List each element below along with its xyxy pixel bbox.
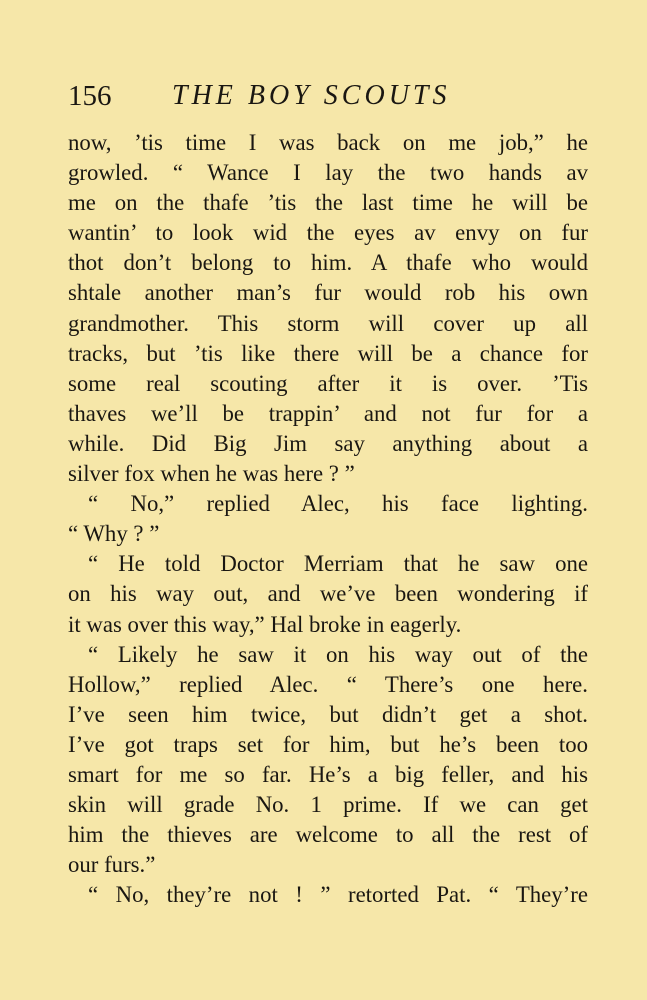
text-line: shtale another man’s fur would rob his own [68, 280, 588, 306]
text-line: wantin’ to look wid the eyes av envy on fur [68, 220, 588, 246]
text-line: grandmother. This storm will cover up all [68, 310, 588, 336]
text-line: I’ve got traps set for him, but he’s been too [68, 731, 588, 757]
text-line: I’ve seen him twice, but didn’t get a shot. [68, 701, 588, 727]
text-line: our furs.” [68, 852, 156, 878]
text-line: silver fox when he was here ? ” [68, 461, 355, 487]
text-line: some real scouting after it is over. ’Tis [68, 370, 588, 396]
text-line: “ No,” replied Alec, his face lighting. [88, 491, 588, 517]
text-line: while. Did Big Jim say anything about a [68, 430, 588, 456]
text-line: Hollow,” replied Alec. “ There’s one here. [68, 671, 588, 697]
text-line: growled. “ Wance I lay the two hands av [68, 160, 588, 186]
text-line: “ Why ? ” [68, 521, 160, 547]
text-line: it was over this way,” Hal broke in eagerly. [68, 611, 462, 637]
text-line: on his way out, and we’ve been wondering if [68, 581, 588, 607]
text-line: thot don’t belong to him. A thafe who would [68, 250, 588, 276]
text-line: “ Likely he saw it on his way out of the [88, 641, 588, 667]
text-line: skin will grade No. 1 prime. If we can get [68, 792, 588, 818]
text-line: thaves we’ll be trappin’ and not fur for a [68, 400, 588, 426]
text-line: “ He told Doctor Merriam that he saw one [88, 551, 588, 577]
text-line: him the thieves are welcome to all the rest of [68, 822, 588, 848]
text-line: smart for me so far. He’s a big feller, and his [68, 761, 588, 787]
text-line: tracks, but ’tis like there will be a chance for [68, 340, 588, 366]
body-text [68, 128, 588, 910]
text-line: me on the thafe ’tis the last time he will be [68, 190, 588, 216]
page-header [68, 78, 598, 114]
page-number: 156 [68, 80, 112, 112]
running-title: THE BOY SCOUTS [172, 80, 451, 111]
text-line: “ No, they’re not ! ” retorted Pat. “ They’re [88, 882, 588, 908]
text-line: now, ’tis time I was back on me job,” he [68, 130, 588, 155]
